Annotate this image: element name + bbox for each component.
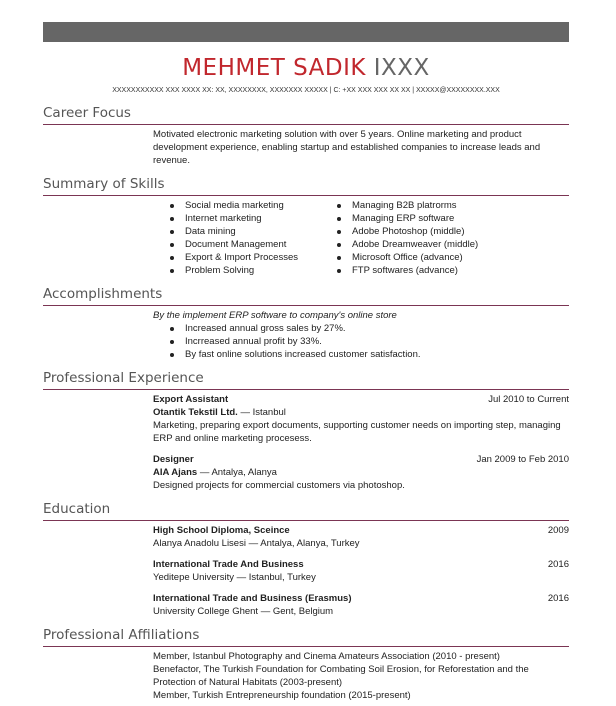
section-heading: Career Focus — [43, 105, 131, 121]
education-entry: International Trade and Business (Erasmus) 2016 University College Ghent — Gent, Belgium — [153, 593, 569, 617]
skill-item: Export & Import Processes — [153, 251, 320, 264]
location: Antalya, Alanya — [211, 467, 277, 478]
location: Istanbul — [252, 407, 286, 418]
location: Antalya, Alanya, Turkey — [260, 538, 360, 549]
skill-item: Managing ERP software — [320, 212, 487, 225]
affiliation-item: Member, Istanbul Photography and Cinema Amateurs Association (2010 - present) — [153, 651, 500, 662]
section-education — [43, 501, 569, 618]
degree: International Trade And Business — [153, 559, 304, 570]
job-description: Marketing, preparing export documents, supporting customer needs on importing step, managing ERP and online marketing procesess. — [153, 420, 561, 444]
education-entry: International Trade And Business 2016 Yeditepe University — Istanbul, Turkey — [153, 559, 569, 583]
school: Alanya Anadolu Lisesi — [153, 538, 246, 549]
section-heading: Summary of Skills — [43, 176, 165, 192]
affiliation-item: Benefactor, The Turkish Foundation for Combating Soil Erosion, for Reforestation and the Protection of Natural Habitats (2003-present) — [153, 664, 529, 688]
divider — [43, 389, 569, 390]
school: Yeditepe University — [153, 572, 234, 583]
divider — [43, 305, 569, 306]
job-entry: Export Assistant Jul 2010 to Current Otantik Tekstil Ltd. — Istanbul Marketing, preparing export documents, supporting customer needs on importing step, managing ERP and online marketing procesess. — [153, 394, 569, 444]
job-title: Export Assistant — [153, 394, 229, 405]
section-affiliations — [43, 627, 569, 702]
degree: High School Diploma, Sceince — [153, 525, 290, 536]
job-dates: Jul 2010 to Current — [488, 394, 569, 405]
section-heading: Accomplishments — [43, 286, 163, 302]
skills-list-2 — [320, 199, 487, 277]
degree: International Trade and Business (Erasmus) — [153, 593, 352, 604]
skill-item: Document Management — [153, 238, 320, 251]
education-entry: High School Diploma, Sceince 2009 Alanya Anadolu Lisesi — Antalya, Alanya, Turkey — [153, 525, 569, 549]
career-focus-text: Motivated electronic marketing solution with over 5 years. Online marketing and product development experience, enabling startup and established companies to increase leads and revenue. — [153, 129, 541, 166]
job-title: Designer — [153, 454, 194, 465]
location: Istanbul, Turkey — [248, 572, 316, 583]
section-career-focus — [43, 105, 569, 167]
skills-list-1 — [153, 199, 320, 277]
year: 2016 — [547, 593, 569, 604]
divider — [43, 646, 569, 647]
candidate-name: MEHMET SADIK IXXX — [182, 55, 430, 81]
skill-item: Internet marketing — [153, 212, 320, 225]
skill-item: Managing B2B platrorms — [320, 199, 487, 212]
school: University College Ghent — [153, 606, 259, 617]
divider — [43, 124, 569, 125]
accomplishment-intro: By the implement ERP software to company's online store — [153, 310, 397, 321]
skill-item: Microsoft Office (advance) — [320, 251, 487, 264]
skill-item: Adobe Photoshop (middle) — [320, 225, 487, 238]
section-heading: Professional Experience — [43, 370, 204, 386]
contact-line: XXXXXXXXXXX XXX XXXX XX: XX, XXXXXXXX, XXXXXXX XXXXX | C: +XX XXX XXX XX XX | XXXXX@XXXXXXXX.XXX — [112, 87, 500, 94]
divider — [43, 195, 569, 196]
section-accomplishments — [43, 286, 569, 361]
skill-item: Problem Solving — [153, 264, 320, 277]
year: 2009 — [547, 525, 569, 536]
header-bar — [43, 22, 569, 42]
divider — [43, 520, 569, 521]
section-experience — [43, 370, 569, 492]
company: AIA Ajans — [153, 467, 198, 478]
year: 2016 — [547, 559, 569, 570]
location: Gent, Belgium — [272, 606, 334, 617]
job-description: Designed projects for commercial customers via photoshop. — [153, 480, 405, 491]
section-heading: Professional Affiliations — [43, 627, 200, 643]
job-dates: Jan 2009 to Feb 2010 — [476, 454, 569, 465]
job-entry: Designer Jan 2009 to Feb 2010 AIA Ajans — Antalya, Alanya Designed projects for commercial customers via photoshop. — [153, 454, 569, 491]
skill-item: Adobe Dreamweaver (middle) — [320, 238, 487, 251]
section-skills — [43, 176, 569, 277]
skill-item: Social media marketing — [153, 199, 320, 212]
affiliation-item: Member, Turkish Entrepreneurship foundation (2015-present) — [153, 690, 411, 701]
accomplishment-item: Incrreased annual profit by 33%. — [153, 335, 569, 348]
accomplishment-item: Increased annual gross sales by 27%. — [153, 322, 569, 335]
accomplishment-item: By fast online solutions increased customer satisfaction. — [153, 348, 569, 361]
skill-item: Data mining — [153, 225, 320, 238]
skill-item: FTP softwares (advance) — [320, 264, 487, 277]
company: Otantik Tekstil Ltd. — [153, 407, 238, 418]
section-heading: Education — [43, 501, 111, 517]
